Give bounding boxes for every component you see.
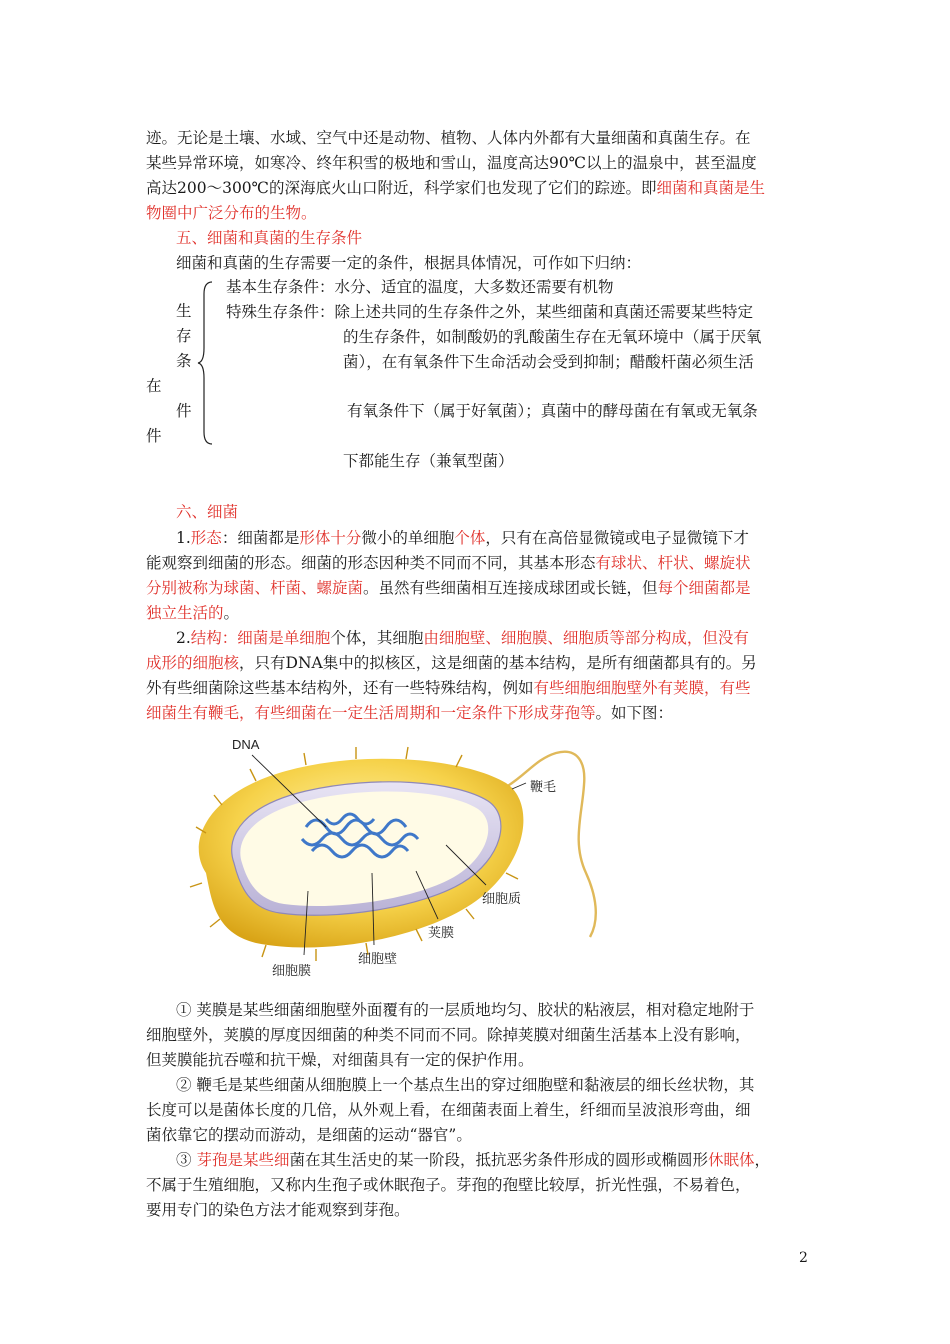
text-line: ① 荚膜是某些细菌细胞壁外面覆有的一层质地均匀、胶状的粘液层，相对稳定地附于	[176, 1001, 755, 1019]
text-line: 迹。无论是土壤、水域、空气中还是动物、植物、人体内外都有大量细菌和真菌生存。在	[146, 129, 751, 147]
text-line: 高达200～300℃的深海底火山口附近，科学家们也发现了它们的踪迹。即细菌和真菌是生	[146, 179, 766, 197]
text-line: 但荚膜能抗吞噬和抗干燥，对细菌具有一定的保护作用。	[146, 1051, 534, 1069]
text-line: 分别被称为球菌、杆菌、螺旋菌。虽然有些细菌相互连接成球团或长链，但每个细菌都是	[146, 579, 751, 597]
label-cytoplasm: 细胞质	[482, 892, 522, 907]
label-flagellum: 鞭毛	[530, 780, 557, 795]
text-line: 外有些细菌除这些基本结构外，还有一些特殊结构，例如有些细胞细胞壁外有荚膜，有些	[146, 679, 751, 697]
text-line: 2.结构：细菌是单细胞个体，其细胞由细胞壁、细胞膜、细胞质等部分构成，但没有	[176, 629, 749, 647]
special-condition: 特殊生存条件：除上述共同的生存条件之外，某些细菌和真菌还需要某些特定	[226, 303, 754, 321]
section-heading: 五、细菌和真菌的生存条件	[176, 229, 363, 247]
section-heading: 六、细菌	[176, 503, 239, 521]
text-line: 长度可以是菌体长度的几倍，从外观上看，在细菌表面上着生，纤细而呈波浪形弯曲，细	[146, 1101, 751, 1119]
text-line: 细胞壁外，荚膜的厚度因细菌的种类不同而不同。除掉荚膜对细菌生活基本上没有影响，	[146, 1026, 751, 1044]
page-number: 2	[799, 1250, 808, 1266]
text-line: 菌依靠它的摆动而游动，是细菌的运动“器官”。	[146, 1126, 472, 1144]
special-condition-cont: 下都能生存（兼氧型菌）	[343, 452, 514, 470]
text-line: 细菌和真菌的生存需要一定的条件，根据具体情况，可作如下归纳：	[176, 254, 642, 272]
bacterium-diagram	[176, 723, 642, 985]
text-line: 能观察到细菌的形态。细菌的形态因种类不同而不同，其基本形态有球状、杆状、螺旋状	[146, 554, 751, 572]
text-line: 物圈中广泛分布的生物。	[146, 204, 317, 222]
label-dna: DNA	[232, 737, 260, 752]
text-line: 1.形态：细菌都是形体十分微小的单细胞个体，只有在高倍显微镜或电子显微镜下才	[176, 529, 749, 547]
special-condition-cont: 有氧条件下（属于好氧菌）；真菌中的酵母菌在有氧或无氧条	[347, 402, 758, 420]
brace-icon	[196, 280, 214, 446]
text-line: 不属于生殖细胞，又称内生孢子或休眠孢子。芽孢的孢壁比较厚，折光性强，不易着色，	[146, 1176, 751, 1194]
label-cell-wall: 细胞壁	[358, 952, 398, 967]
text-line: ③ 芽孢是某些细菌在其生活史的某一阶段，抵抗恶劣条件形成的圆形或椭圆形休眠体，	[176, 1151, 770, 1169]
text-line: 细菌生有鞭毛，有些细菌在一定生活周期和一定条件下形成芽孢等。如下图：	[146, 704, 674, 722]
basic-condition: 基本生存条件：水分、适宜的温度，大多数还需要有机物	[226, 278, 614, 296]
special-condition-cont: 菌），在有氧条件下生命活动会受到抑制；醋酸杆菌必须生活	[343, 353, 754, 371]
label-capsule: 荚膜	[428, 926, 455, 941]
text-line: 要用专门的染色方法才能观察到芽孢。	[146, 1201, 410, 1219]
text-line: 成形的细胞核，只有DNA集中的拟核区，这是细菌的基本结构，是所有细菌都具有的。另	[146, 654, 757, 672]
special-condition-cont: 的生存条件，如制酸奶的乳酸菌生存在无氧环境中（属于厌氧	[343, 328, 762, 346]
label-cell-membrane: 细胞膜	[272, 964, 312, 979]
text-line: ② 鞭毛是某些细菌从细胞膜上一个基点生出的穿过细胞壁和黏液层的细长丝状物，其	[176, 1076, 755, 1094]
text-line: 某些异常环境，如寒冷、终年积雪的极地和雪山，温度高达90℃以上的温泉中，甚至温度	[146, 154, 757, 172]
text-line: 独立生活的。	[146, 604, 240, 622]
